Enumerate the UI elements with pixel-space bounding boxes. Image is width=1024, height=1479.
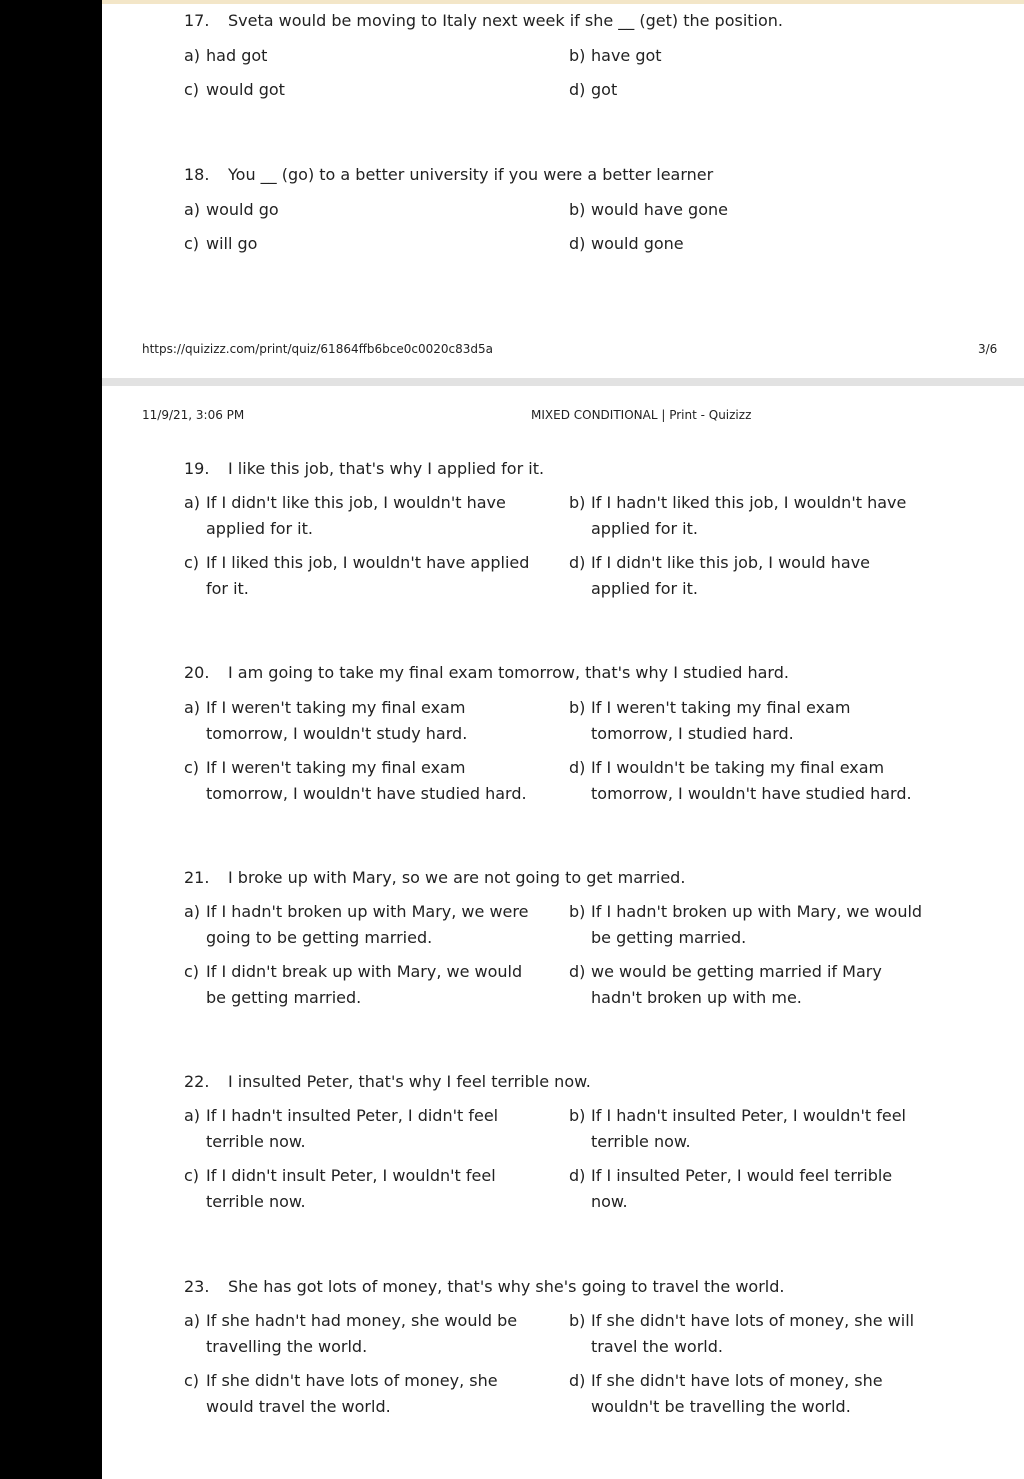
option-letter: a) [184,200,201,219]
option-20a [184,695,546,747]
option-text: If I didn't like this job, I wouldn't have applied for it. [206,493,506,538]
option-19a [184,490,546,542]
option-17b [569,43,929,69]
question-21 [184,867,685,889]
option-19b [569,490,929,542]
question-text: You __ (go) to a better university if you were a better learner [228,165,714,184]
question-number: 22. [184,1072,210,1091]
option-letter: a) [184,493,201,512]
option-letter: b) [569,698,586,717]
option-22d [569,1163,929,1215]
option-text: we would be getting married if Mary hadn't broken up with me. [591,962,882,1007]
option-21d [569,959,929,1011]
question-20 [184,662,789,684]
option-text: If I hadn't broken up with Mary, we would be getting married. [591,902,923,947]
option-letter: d) [569,1371,586,1390]
option-letter: b) [569,46,586,65]
option-text: If she didn't have lots of money, she will travel the world. [591,1311,915,1356]
option-19c [184,550,546,602]
option-text: If I didn't break up with Mary, we would be getting married. [206,962,523,1007]
option-text: If she didn't have lots of money, she would travel the world. [206,1371,498,1416]
option-text: If I hadn't insulted Peter, I didn't feel terrible now. [206,1106,499,1151]
option-21b [569,899,929,951]
option-letter: c) [184,1166,200,1185]
option-20d [569,755,929,807]
question-text: Sveta would be moving to Italy next week if she __ (get) the position. [228,11,783,30]
option-text: If I weren't taking my final exam tomorrow, I studied hard. [591,698,851,743]
page-bottom [102,386,1024,1479]
option-text: If I didn't insult Peter, I wouldn't feel terrible now. [206,1166,496,1211]
question-number: 21. [184,868,210,887]
question-text: I am going to take my final exam tomorrow, that's why I studied hard. [228,663,789,682]
option-21a [184,899,546,951]
question-17 [184,10,783,32]
option-text: If I liked this job, I wouldn't have applied for it. [206,553,530,598]
option-20c [184,755,546,807]
question-number: 18. [184,165,210,184]
option-18d [569,231,929,257]
option-23a [184,1308,546,1360]
option-text: If I insulted Peter, I would feel terrible now. [591,1166,893,1211]
option-text: had got [206,46,268,65]
option-20b [569,695,929,747]
option-text: If I didn't like this job, I would have applied for it. [591,553,871,598]
option-letter: b) [569,493,586,512]
question-22 [184,1071,591,1093]
option-text: If she hadn't had money, she would be travelling the world. [206,1311,518,1356]
option-22c [184,1163,546,1215]
question-number: 17. [184,11,210,30]
question-number: 23. [184,1277,210,1296]
option-letter: a) [184,1106,201,1125]
option-letter: a) [184,698,201,717]
option-18b [569,197,929,223]
footer-url: https://quizizz.com/print/quiz/61864ffb6bce0c0020c83d5a [142,342,493,356]
question-number: 20. [184,663,210,682]
option-letter: d) [569,80,586,99]
question-18 [184,164,713,186]
option-17a [184,43,546,69]
option-letter: b) [569,1106,586,1125]
option-text: If I hadn't broken up with Mary, we were going to be getting married. [206,902,529,947]
option-text: would got [206,80,285,99]
header-title: MIXED CONDITIONAL | Print - Quizizz [531,408,752,422]
option-letter: c) [184,1371,200,1390]
option-letter: b) [569,902,586,921]
option-text: If I weren't taking my final exam tomorrow, I wouldn't study hard. [206,698,468,743]
option-text: If she didn't have lots of money, she wouldn't be travelling the world. [591,1371,883,1416]
option-letter: a) [184,1311,201,1330]
left-black-margin [0,0,102,1479]
option-letter: d) [569,234,586,253]
question-number: 19. [184,459,210,478]
option-letter: c) [184,80,200,99]
option-text: If I hadn't insulted Peter, I wouldn't feel terrible now. [591,1106,906,1151]
option-letter: c) [184,962,200,981]
question-text: She has got lots of money, that's why she's going to travel the world. [228,1277,785,1296]
option-letter: b) [569,200,586,219]
option-letter: c) [184,758,200,777]
option-text: will go [206,234,258,253]
footer-page-number: 3/6 [978,342,998,356]
page-divider [102,378,1024,386]
question-19 [184,458,544,480]
option-letter: a) [184,902,201,921]
option-letter: d) [569,758,586,777]
option-letter: c) [184,553,200,572]
option-text: would gone [591,234,684,253]
option-23b [569,1308,929,1360]
option-letter: d) [569,1166,586,1185]
option-22a [184,1103,546,1155]
option-23d [569,1368,929,1420]
question-text: I like this job, that's why I applied for it. [228,459,545,478]
option-text: have got [591,46,662,65]
question-23 [184,1276,784,1298]
option-letter: b) [569,1311,586,1330]
option-text: would have gone [591,200,728,219]
option-17d [569,77,929,103]
option-letter: c) [184,234,200,253]
option-18c [184,231,546,257]
header-datetime: 11/9/21, 3:06 PM [142,408,245,422]
option-23c [184,1368,546,1420]
option-18a [184,197,546,223]
option-text: If I hadn't liked this job, I wouldn't have applied for it. [591,493,907,538]
option-22b [569,1103,929,1155]
option-letter: a) [184,46,201,65]
option-21c [184,959,546,1011]
option-text: got [591,80,618,99]
option-letter: d) [569,962,586,981]
option-text: would go [206,200,279,219]
question-text: I broke up with Mary, so we are not going to get married. [228,868,686,887]
page-top [102,4,1024,378]
option-text: If I wouldn't be taking my final exam tomorrow, I wouldn't have studied hard. [591,758,912,803]
option-text: If I weren't taking my final exam tomorrow, I wouldn't have studied hard. [206,758,527,803]
option-letter: d) [569,553,586,572]
question-text: I insulted Peter, that's why I feel terrible now. [228,1072,591,1091]
option-17c [184,77,546,103]
option-19d [569,550,929,602]
